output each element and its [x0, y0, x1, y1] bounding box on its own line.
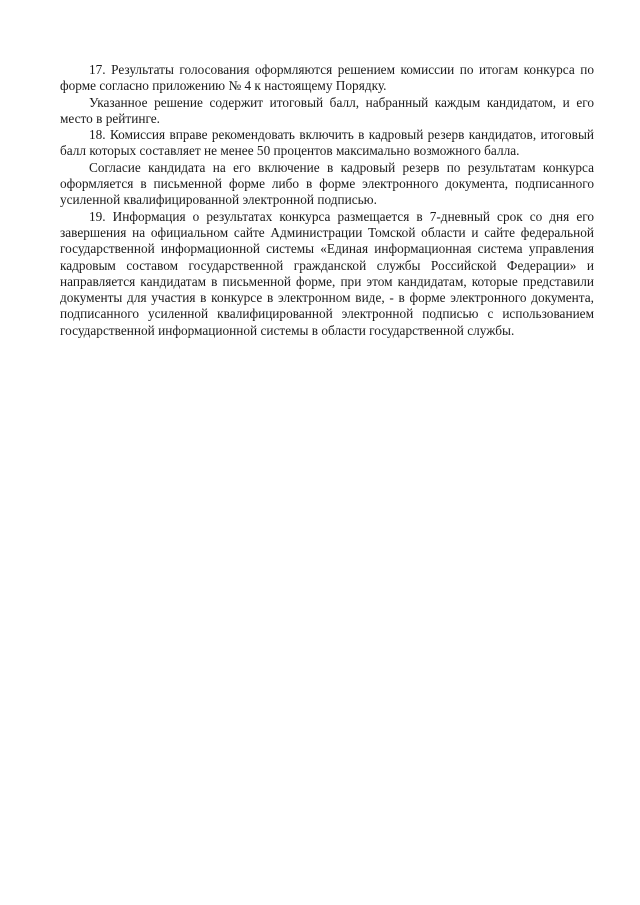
paragraph-18: 18. Комиссия вправе рекомендовать включить в кадровый резерв кандидатов, итоговый балл которых составляет не менее 50 процентов максимально возможного балла. — [60, 127, 594, 159]
paragraph-19: 19. Информация о результатах конкурса размещается в 7-дневный срок со дня его завершения на официальном сайте Администрации Томской области и сайте федеральной государственной информационной системы «Единая информационная система управления кадровым составом государственной гражданской службы Российской Федерации» и направляется кандидатам в письменной форме, при этом кандидатам, которые представили документы для участия в конкурсе в электронном виде, - в форме электронного документа, подписанного усиленной квалифицированной электронной подписью с использованием государственной информационной системы в области государственной службы. — [60, 208, 594, 338]
document-body — [60, 62, 594, 339]
paragraph-17-decision: Указанное решение содержит итоговый балл, набранный каждым кандидатом, и его место в рейтинге. — [60, 94, 594, 126]
paragraph-18-consent: Согласие кандидата на его включение в кадровый резерв по результатам конкурса оформляется в письменной форме либо в форме электронного документа, подписанного усиленной квалифицированной электронной подписью. — [60, 159, 594, 208]
paragraph-17: 17. Результаты голосования оформляются решением комиссии по итогам конкурса по форме согласно приложению № 4 к настоящему Порядку. — [60, 62, 594, 94]
